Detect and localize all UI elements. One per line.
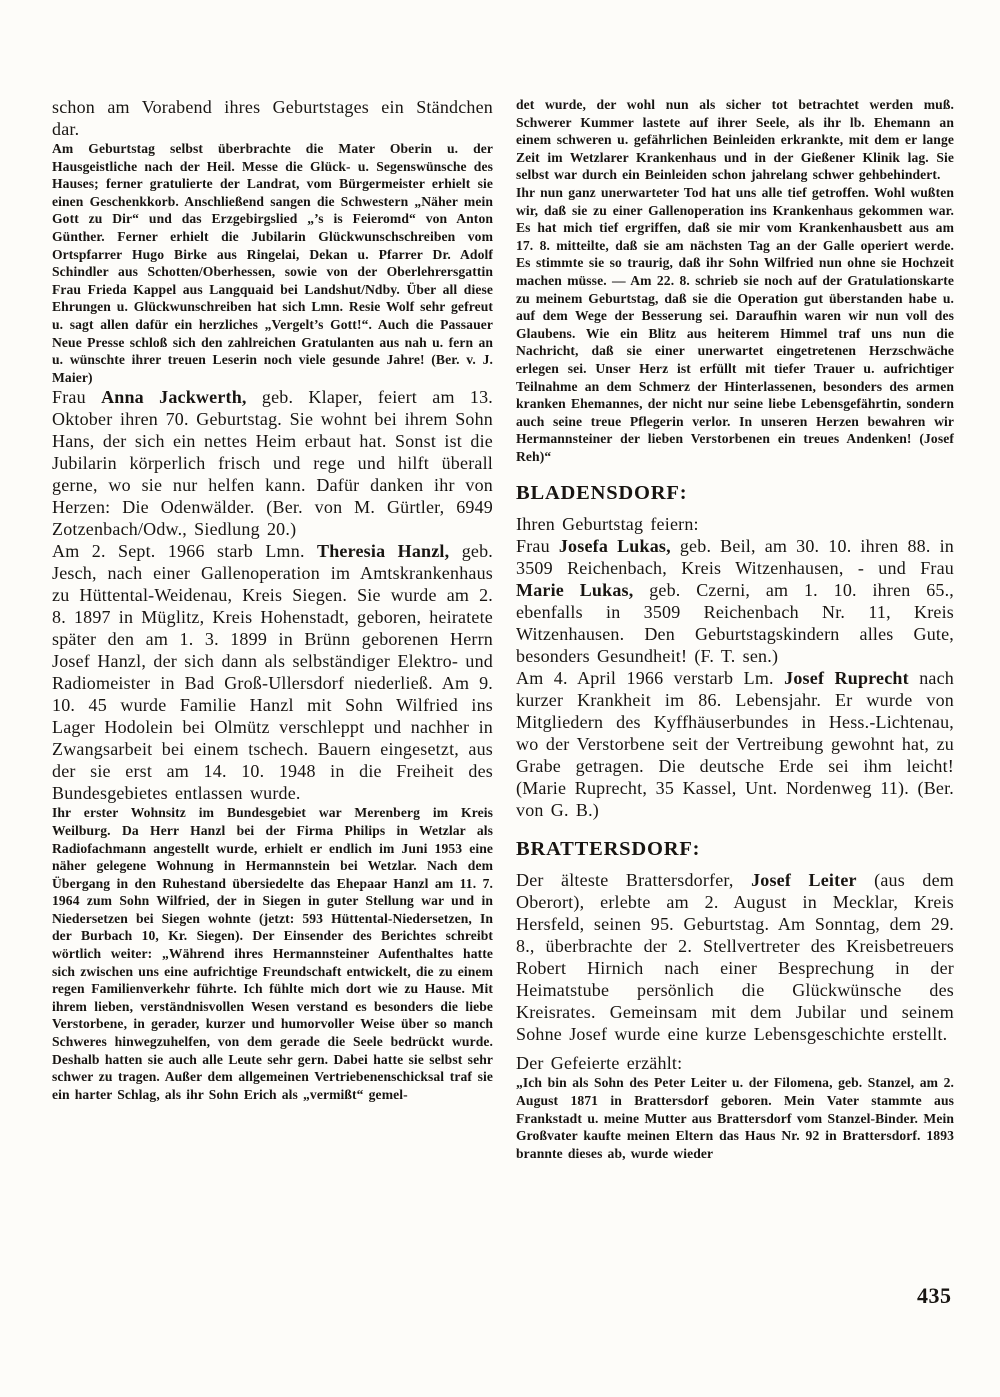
paragraph-large [516, 535, 954, 667]
text-run: geb. Czerni, am 1. 10. ihren 65., ebenfalls in 3509 Reichenbach Nr. 11, Kreis Witzenhausen. Den Geburtstagskindern alles Gute, besonders Gesundheit! (F. T. sen.) [516, 580, 954, 667]
paragraph-large [52, 96, 493, 140]
paragraph-small [516, 184, 954, 466]
text-run: Am 2. Sept. 1966 starb Lmn. [52, 541, 318, 562]
page-number: 435 [917, 1283, 952, 1308]
text-run: det wurde, der wohl nun als sicher tot betrachtet werden muß. Schwerer Kummer lastete auf ihrer Seele, als ihr lb. Ehemann an einem schweren u. gefährlichen Beinleiden erkrankte, mit dem er lange Zeit im Wetzlarer Krankenhaus und in der Gießener Klinik lag. Sie selbst war durch ein Beinleiden schon jahrelang schwer gehbehindert. [516, 97, 954, 183]
section-heading: BLADENSDORF: [516, 482, 688, 505]
paragraph-small [516, 96, 954, 184]
paragraph-large [52, 386, 493, 540]
person-name: Josefa Lukas, [558, 536, 671, 557]
text-run: nach kurzer Krankheit im 86. Lebensjahr. Er wurde von Mitgliedern des Kyffhäuserbundes in Hess.-Lichtenau, wo der Verstorbene seit der Vertreibung gewohnt hat, zu Grabe getragen. Die deutsche Erde sei ihm leicht! (Marie Ruprecht, 35 Kassel, Unt. Nordenweg 11). (Ber. von G. B.) [516, 668, 954, 821]
paragraph-large [516, 513, 954, 535]
paragraph-small [52, 140, 493, 386]
text-run: „Ich bin als Sohn des Peter Leiter u. der Filomena, geb. Stanzel, am 2. August 1871 in Brattersdorf geboren. Mein Vater stammte aus Frankstadt u. meine Mutter aus Brattersdorf vom Stanzel-Binder. Mein Großvater kaufte meinen Eltern das Haus Nr. 92 in Brattersdorf. 1893 brannte dieses ab, wurde wieder [516, 1075, 954, 1161]
person-name: Theresia Hanzl, [317, 541, 450, 562]
text-run: Am Geburtstag selbst überbrachte die Mater Oberin u. der Hausgeistliche nach der Heil. Messe die Glück- u. Segenswünsche des Hauses; ferner gratulierte der Landrat, vom Bürgermeister erhielt sie einen Geschenkkorb. Anschließend sangen die Schwestern „Näher mein Gott zu Dir“ und das Erzgebirgslied „’s is Feieromd“ von Anton Günther. Ferner erhielt die Jubilarin Glückwunschschreiben vom Ortspfarrer Hugo Birke aus Ringelai, Dekan u. Pfarrer Dr. Adolf Schindler aus Schotten/Oberhessen, sowie von der Oberlehrersgattin Frau Frieda Kappel aus Langquaid bei Landshut/Ndby. Über all diese Ehrungen u. Glückwunschreiben hat sich Lmn. Resie Wolf sehr gefreut u. sagt allen dafür ein herzliches „Vergelt’s Gott!“. Auch die Passauer Neue Presse schloß sich den zahlreichen Gratulanten aus nah u. fern an u. wünschte ihrer treuen Leserin noch viele gesunde Jahre! (Ber. v. J. Maier) [52, 141, 493, 385]
paragraph-small [516, 1074, 954, 1162]
paragraph-large [52, 540, 493, 804]
right-column [516, 96, 954, 1162]
section-heading: BRATTERSDORF: [516, 838, 701, 861]
person-name: Josef Leiter [751, 870, 857, 891]
paragraph-large [516, 667, 954, 821]
person-name: Marie Lukas, [516, 580, 634, 601]
person-name: Anna Jackwerth, [101, 387, 247, 408]
paragraph-small [52, 804, 493, 1103]
text-run: geb. Jesch, nach einer Gallenoperation im Amtskrankenhaus zu Hüttental-Weidenau, Kreis Siegen. Sie wurde am 2. 8. 1897 in Müglitz, Kreis Hohenstadt, geboren, heiratete später den am 1. 3. 1899 in Brünn geborenen Herrn Josef Hanzl, der sich dann als selbständiger Elektro- und Radiomeister in Bad Groß-Ullersdorf niederließ. Am 9. 10. 45 wurde Familie Hanzl mit Sohn Wilfried ins Lager Hodolein bei Olmütz verschleppt und nachher in Zwangsarbeit bei einem tschech. Bauern eingesetzt, aus der sie erst am 14. 10. 1948 in die Freiheit des Bundesgebietes entlassen wurde. [52, 541, 493, 804]
person-name: Josef Ruprecht [784, 668, 909, 689]
text-run: geb. Beil, am 30. 10. ihren 88. in 3509 Reichenbach, Kreis Witzenhausen, - und Frau [516, 536, 954, 579]
text-run: Ihren Geburtstag feiern: [516, 514, 699, 535]
paragraph-large [516, 869, 954, 1045]
text-run: Der älteste Brattersdorfer, [516, 870, 752, 891]
text-run: Frau [516, 536, 559, 557]
paragraph-large [516, 1052, 954, 1074]
text-run: Der Gefeierte erzählt: [516, 1053, 683, 1074]
text-run: Am 4. April 1966 verstarb Lm. [516, 668, 785, 689]
text-run: Ihr nun ganz unerwarteter Tod hat uns alle tief getroffen. Wohl wußten wir, daß sie zu einer Gallenoperation ins Krankenhaus gekommen war. Es hat mich tief ergriffen, daß sie mir vom Krankenhausbett aus am 17. 8. mitteilte, daß sie am nächsten Tag an der Galle operiert werde. Es stimmte sie so traurig, daß ihr Sohn Wilfried nun ohne sie Hochzeit machen müsse. — Am 22. 8. schrieb sie noch auf der Gratulationskarte zu meinem Geburtstag, daß sie die Operation gut überstanden habe u. auf dem Wege der Besserung sei. Daraufhin waren wir nun voll des Glaubens. Wie ein Blitz aus heiterem Himmel traf uns nun die Nachricht, daß sie einer unerwartet eingetretenen Herzschwäche erlegen sei. Unser Herz ist erfüllt mit tiefer Trauer u. aufrichtiger Teilnahme an dem Schmerz der Hinterlassenen, besonders des armen kranken Ehemannes, der nicht nur seine liebe Lebensgefährtin, sondern auch seine treue Pflegerin verlor. In unseren Herzen bewahren wir Hermannsteiner der lieben Verstorbenen ein treues Andenken! (Josef Reh)“ [516, 184, 954, 464]
text-run: Ihr erster Wohnsitz im Bundesgebiet war Merenberg im Kreis Weilburg. Da Herr Hanzl bei der Firma Philips in Wetzlar als Radiofachmann angestellt wurde, erhielt er endlich im Juni 1953 eine näher gelegene Wohnung in Hermannstein bei Wetzlar. Nach dem Übergang in den Ruhestand übersiedelte das Ehepaar Hanzl am 11. 7. 1964 zum Sohn Wilfried, der in Siegen in guter Stellung war und in Niedersetzen bei Siegen wohnte (jetzt: 593 Hüttental-Niedersetzen, In der Burbach 10, Kr. Siegen). Der Einsender des Berichtes schreibt wörtlich weiter: „Während ihres Hermannsteiner Aufenthaltes hatte sich zwischen uns eine aufrichtige Freundschaft entwickelt, die zu einem regen Familienverkehr führte. Ich fühlte mich dort wie zu Hause. Mit ihrem lieben, verständnisvollen Wesen verstand es besonders die liebe Verstorbene, in gerader, kurzer und humorvoller Weise über so manch Schweres hinwegzuhelfen, von dem gerade die Seele bedrückt wurde. Deshalb hatten sie auch alle Leute sehr gern. Dabei hatte sie selbst sehr schwer zu tragen. Außer dem allgemeinen Vertriebenenschicksal traf sie ein harter Schlag, als ihr Sohn Erich als „vermißt“ gemel- [52, 805, 493, 1102]
left-column [52, 96, 493, 1103]
text-run: (aus dem Oberort), erlebte am 2. August in Mecklar, Kreis Hersfeld, seinen 95. Geburtstag. Am Sonntag, dem 29. 8., überbrachte der 2. Stellvertreter des Kreisbetreuers Robert Hirnich nach einer Besprechung in der Heimatstube persönlich die Glückwünsche des Kreisrates. Gemeinsam mit dem Jubilar und seinem Sohne Josef wurde eine kurze Lebensgeschichte erstellt. [516, 870, 955, 1045]
text-run: Frau [52, 387, 102, 408]
text-run: schon am Vorabend ihres Geburtstages ein Ständchen dar. [52, 97, 493, 139]
text-run: geb. Klaper, feiert am 13. Oktober ihren 70. Geburtstag. Sie wohnt bei ihrem Sohn Hans, der sich ein nettes Heim erbaut hat. Sonst ist die Jubilarin körperlich frisch und rege und hilft überall gerne, wo sie nur helfen kann. Dafür danken ihr von Herzen: Die Odenwälder. (Ber. von M. Gürtler, 6949 Zotzenbach/Odw., Siedlung 20.) [52, 387, 493, 540]
